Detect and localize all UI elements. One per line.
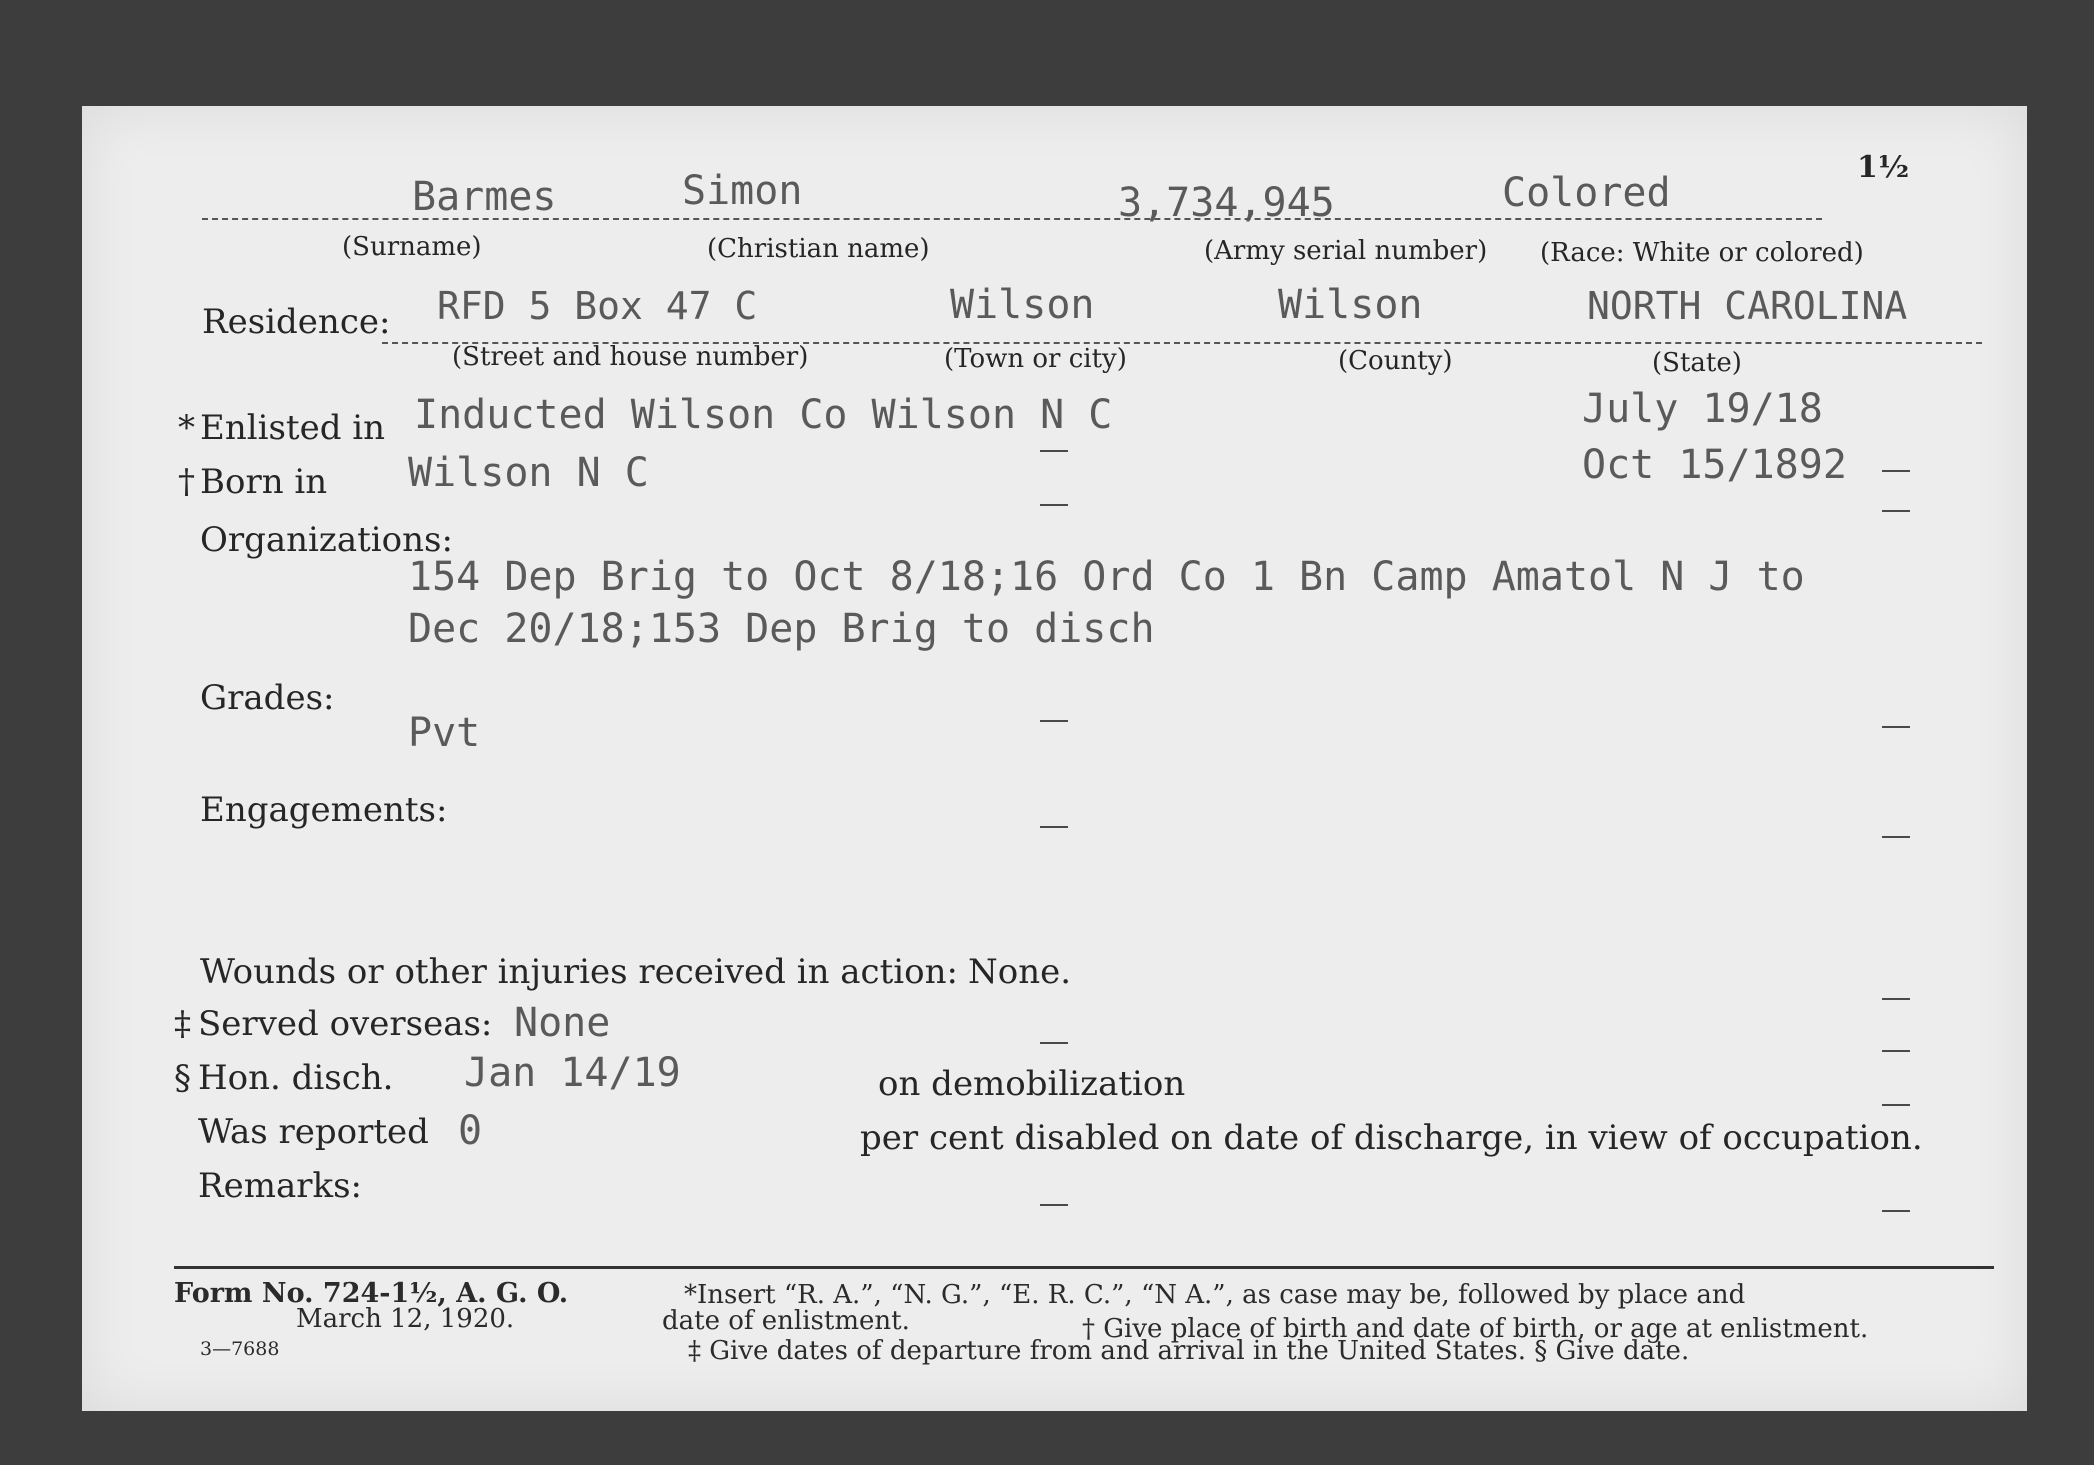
engagements-label: Engagements:: [200, 790, 448, 830]
race-value: Colored: [1502, 170, 1671, 216]
residence-state-value: NORTH CAROLINA: [1587, 284, 1908, 328]
blank-dash: [1040, 504, 1068, 506]
caption-christian-name: (Christian name): [707, 234, 930, 264]
enlistment-record-card: [82, 106, 2027, 1411]
print-code: 3—7688: [200, 1338, 280, 1360]
residence-label: Residence:: [202, 302, 391, 342]
serial-number-value: 3,734,945: [1118, 180, 1335, 226]
residence-county-value: Wilson: [1278, 282, 1423, 328]
enlisted-date: July 19/18: [1582, 386, 1823, 432]
hon-disch-date: Jan 14/19: [464, 1050, 681, 1096]
blank-dash: [1882, 998, 1910, 1000]
born-date-value: Oct 15/1892: [1582, 442, 1847, 488]
grades-value: Pvt: [408, 710, 481, 756]
enlisted-label: Enlisted in: [200, 408, 386, 448]
organizations-line-2: Dec 20/18;153 Dep Brig to disch: [408, 606, 1155, 652]
enlisted-marker: *: [178, 408, 195, 448]
blank-dash: [1882, 836, 1910, 838]
residence-town-value: Wilson: [950, 282, 1095, 328]
surname-value: Barmes: [412, 174, 557, 220]
form-number: Form No. 724-1½, A. G. O.: [174, 1278, 569, 1309]
caption-surname: (Surname): [342, 232, 482, 262]
reported-text: per cent disabled on date of discharge, in view of occupation.: [860, 1118, 1923, 1158]
footnote-line-2a: date of enlistment.: [662, 1306, 910, 1336]
hon-disch-label: Hon. disch.: [198, 1058, 394, 1098]
born-marker: †: [178, 462, 195, 502]
form-date: March 12, 1920.: [296, 1304, 515, 1334]
blank-dash: [1040, 450, 1068, 452]
organizations-label: Organizations:: [200, 520, 453, 560]
blank-dash: [1882, 510, 1910, 512]
enlisted-value: Inducted Wilson Co Wilson N C: [414, 392, 1113, 438]
blank-dash: [1040, 1042, 1068, 1044]
fraction-mark: 1½: [1857, 150, 1910, 185]
blank-dash: [1882, 470, 1910, 472]
caption-town: (Town or city): [944, 344, 1127, 374]
caption-state: (State): [1652, 348, 1742, 378]
footer-rule: [174, 1266, 1994, 1269]
overseas-value: None: [514, 1000, 611, 1046]
blank-dash: [1882, 1050, 1910, 1052]
grades-label: Grades:: [200, 678, 335, 718]
footnote-line-2b: † Give place of birth and date of birth, or age at enlistment.: [1082, 1314, 1869, 1344]
footnote-line-1: *Insert “R. A.”, “N. G.”, “E. R. C.”, “N A.”, as case may be, followed by place and: [684, 1280, 1746, 1310]
caption-serial-number: (Army serial number): [1204, 236, 1488, 266]
footnote-line-3: ‡ Give dates of departure from and arrival in the United States. § Give date.: [688, 1336, 1690, 1366]
born-label: Born in: [200, 462, 328, 502]
wounds-label: Wounds or other injuries received in action:: [200, 952, 958, 992]
remarks-label: Remarks:: [198, 1166, 362, 1206]
blank-dash: [1882, 726, 1910, 728]
blank-dash: [1040, 1204, 1068, 1206]
born-place-value: Wilson N C: [408, 450, 649, 496]
caption-county: (County): [1338, 346, 1453, 376]
organizations-line-1: 154 Dep Brig to Oct 8/18;16 Ord Co 1 Bn Camp Amatol N J to: [408, 554, 1805, 600]
reported-label: Was reported: [198, 1112, 429, 1152]
blank-dash: [1040, 720, 1068, 722]
overseas-label: Served overseas:: [198, 1004, 493, 1044]
caption-race: (Race: White or colored): [1540, 238, 1864, 268]
residence-street-value: RFD 5 Box 47 C: [437, 284, 758, 328]
blank-dash: [1040, 826, 1068, 828]
blank-dash: [1882, 1210, 1910, 1212]
blank-dash: [1882, 1104, 1910, 1106]
christian-name-value: Simon: [682, 168, 803, 214]
caption-street: (Street and house number): [452, 342, 809, 372]
overseas-marker: ‡: [174, 1004, 191, 1044]
reported-value: 0: [458, 1108, 483, 1154]
hon-disch-marker: §: [174, 1058, 191, 1098]
hon-disch-note: on demobilization: [878, 1064, 1186, 1104]
header-rule: [202, 218, 1822, 220]
wounds-value: None.: [968, 952, 1072, 992]
